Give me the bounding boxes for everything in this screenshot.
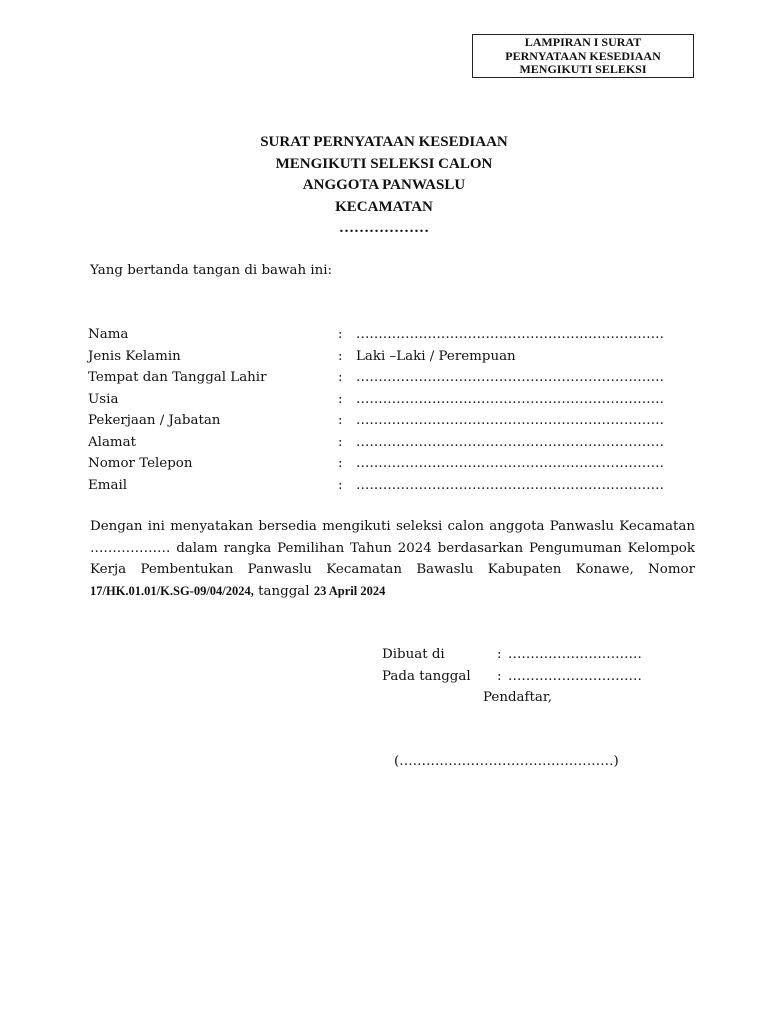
field-row-email xyxy=(88,476,708,498)
title-line-1: SURAT PERNYATAAN KESEDIAAN xyxy=(260,134,508,150)
date-label: Pada tanggal xyxy=(382,668,471,684)
title-line-2: MENGIKUTI SELEKSI CALON xyxy=(275,155,493,172)
field-label: Email xyxy=(88,477,128,493)
statement-text-2: tanggal xyxy=(253,583,314,599)
field-label: Tempat dan Tanggal Lahir xyxy=(88,370,267,385)
date-colon: : xyxy=(497,668,502,684)
announcement-date: 23 April 2024 xyxy=(313,583,386,598)
field-label: Jenis Kelamin xyxy=(88,348,181,364)
attachment-line-1: LAMPIRAN I SURAT xyxy=(524,35,642,49)
field-value: …………………………………………………………… xyxy=(356,391,664,407)
field-label: Usia xyxy=(88,391,119,407)
field-value: …………………………………………………………… xyxy=(356,434,664,450)
field-row-occupation xyxy=(88,411,708,433)
field-colon: : xyxy=(338,434,343,450)
field-row-gender xyxy=(88,347,708,369)
field-colon: : xyxy=(338,456,343,471)
personal-data-fields xyxy=(88,325,708,497)
field-row-phone xyxy=(88,454,708,476)
field-colon: : xyxy=(338,327,343,342)
place-label: Dibuat di xyxy=(382,647,445,662)
attachment-line-3: MENGIKUTI SELEKSI xyxy=(519,62,647,76)
field-label: Nama xyxy=(88,327,129,342)
field-colon: : xyxy=(338,477,343,493)
signature-place-row xyxy=(382,645,702,667)
intro-text: Yang bertanda tangan di bawah ini: xyxy=(90,263,333,278)
field-label: Alamat xyxy=(88,434,136,450)
registrant-label: Pendaftar, xyxy=(483,690,553,705)
place-value: ………………………… xyxy=(508,647,642,662)
field-row-age xyxy=(88,390,708,412)
place-colon: : xyxy=(497,647,502,662)
field-value: Laki –Laki / Perempuan xyxy=(356,348,516,364)
field-row-birth xyxy=(88,368,708,390)
statement-text-1: Dengan ini menyatakan bersedia mengikuti seleksi calon anggota Panwaslu Kecamatan ……………… dalam rangka Pemilihan Tahun 2024 berdasarkan Pengumuman Kelompok Kerja Pembentukan Panwaslu Kecamatan Bawaslu Kabupaten Konawe, Nomor xyxy=(90,519,695,577)
field-value: …………………………………………………………… xyxy=(356,477,664,493)
field-row-name xyxy=(88,325,708,347)
field-value: …………………………………………………………… xyxy=(356,327,664,342)
field-colon: : xyxy=(338,391,343,407)
field-value: …………………………………………………………… xyxy=(356,370,664,385)
field-colon: : xyxy=(338,370,343,385)
field-value: …………………………………………………………… xyxy=(356,413,664,428)
title-line-5: ……………… xyxy=(339,220,429,236)
field-label: Nomor Telepon xyxy=(88,456,193,471)
document-title xyxy=(0,132,768,240)
field-row-address xyxy=(88,433,708,455)
signature-details xyxy=(382,645,702,688)
attachment-line-2: PERNYATAAN KESEDIAAN xyxy=(505,48,661,63)
title-line-4: KECAMATAN xyxy=(335,198,433,215)
field-colon: : xyxy=(338,413,343,428)
field-colon: : xyxy=(338,348,343,364)
title-line-3: ANGGOTA PANWASLU xyxy=(302,177,466,193)
reference-number: 17/HK.01.01/K.SG-09/04/2024, xyxy=(90,583,254,598)
signature-name-line: (…………………………………………) xyxy=(394,754,619,769)
statement-paragraph xyxy=(90,516,695,602)
signature-date-row xyxy=(382,667,702,689)
attachment-label-box xyxy=(472,34,694,78)
field-label: Pekerjaan / Jabatan xyxy=(88,413,221,428)
field-value: …………………………………………………………… xyxy=(356,456,664,471)
date-value: ………………………… xyxy=(508,668,642,684)
